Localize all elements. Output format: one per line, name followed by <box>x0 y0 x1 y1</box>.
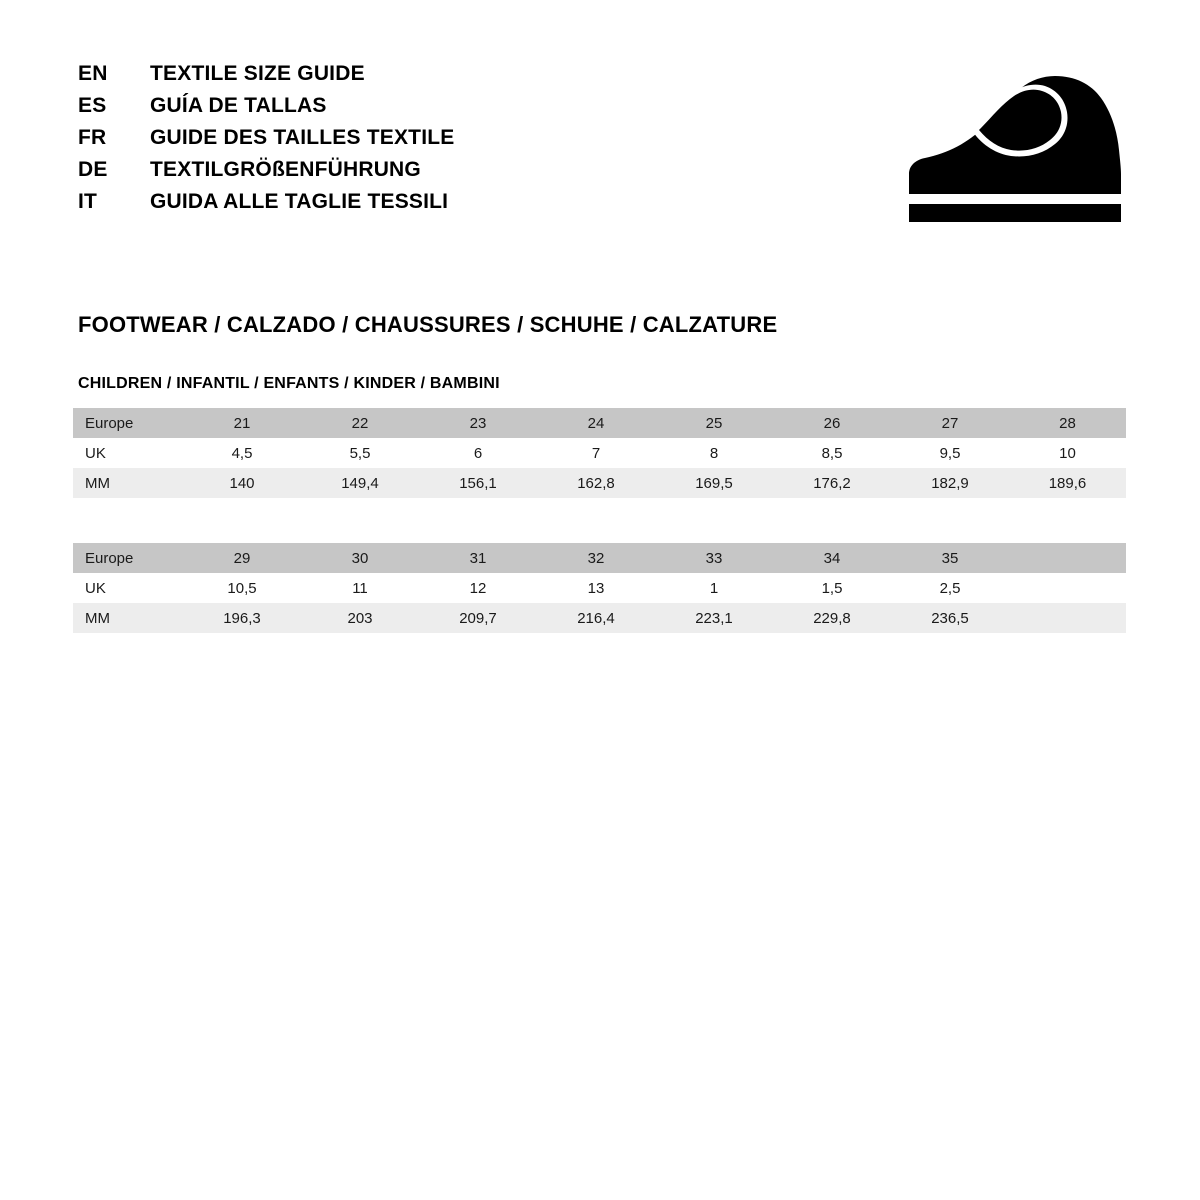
cell: 182,9 <box>891 468 1009 498</box>
cell: 34 <box>773 543 891 573</box>
cell: 25 <box>655 408 773 438</box>
table-row <box>73 603 1126 633</box>
cell: 8,5 <box>773 438 891 468</box>
row-label-europe: Europe <box>73 543 183 573</box>
cell: 10 <box>1009 438 1126 468</box>
cell: 203 <box>301 603 419 633</box>
cell-empty <box>1009 543 1126 573</box>
size-table-children-1 <box>73 408 1126 498</box>
row-label-uk: UK <box>73 573 183 603</box>
language-row-de <box>78 158 454 190</box>
cell: 236,5 <box>891 603 1009 633</box>
cell: 196,3 <box>183 603 301 633</box>
language-text-en: TEXTILE SIZE GUIDE <box>150 62 365 85</box>
cell: 27 <box>891 408 1009 438</box>
cell: 2,5 <box>891 573 1009 603</box>
cell: 169,5 <box>655 468 773 498</box>
language-text-fr: GUIDE DES TAILLES TEXTILE <box>150 126 455 149</box>
cell: 31 <box>419 543 537 573</box>
language-code-en: EN <box>78 62 108 85</box>
cell: 33 <box>655 543 773 573</box>
cell: 29 <box>183 543 301 573</box>
cell: 149,4 <box>301 468 419 498</box>
table-row <box>73 468 1126 498</box>
language-row-it <box>78 190 454 222</box>
cell: 189,6 <box>1009 468 1126 498</box>
cell: 6 <box>419 438 537 468</box>
language-row-fr <box>78 126 454 158</box>
cell: 1 <box>655 573 773 603</box>
cell: 22 <box>301 408 419 438</box>
row-label-uk: UK <box>73 438 183 468</box>
shoe-icon <box>903 74 1128 229</box>
cell: 5,5 <box>301 438 419 468</box>
cell: 209,7 <box>419 603 537 633</box>
cell: 1,5 <box>773 573 891 603</box>
language-text-it: GUIDA ALLE TAGLIE TESSILI <box>150 190 449 213</box>
row-label-mm: MM <box>73 603 183 633</box>
subsection-title-children: CHILDREN / INFANTIL / ENFANTS / KINDER / BAMBINI <box>78 375 500 392</box>
cell: 9,5 <box>891 438 1009 468</box>
cell: 28 <box>1009 408 1126 438</box>
cell: 223,1 <box>655 603 773 633</box>
language-row-en <box>78 62 454 94</box>
cell: 156,1 <box>419 468 537 498</box>
table-row <box>73 573 1126 603</box>
cell-empty <box>1009 573 1126 603</box>
cell: 140 <box>183 468 301 498</box>
cell: 162,8 <box>537 468 655 498</box>
cell: 13 <box>537 573 655 603</box>
cell: 10,5 <box>183 573 301 603</box>
cell: 26 <box>773 408 891 438</box>
cell: 8 <box>655 438 773 468</box>
language-code-it: IT <box>78 190 98 213</box>
cell: 7 <box>537 438 655 468</box>
row-label-europe: Europe <box>73 408 183 438</box>
size-table-children-2 <box>73 543 1126 633</box>
cell: 21 <box>183 408 301 438</box>
language-list <box>78 62 454 222</box>
section-title-footwear: FOOTWEAR / CALZADO / CHAUSSURES / SCHUHE / CALZATURE <box>78 312 778 337</box>
language-text-de: TEXTILGRÖßENFÜHRUNG <box>150 158 421 181</box>
table-row <box>73 438 1126 468</box>
cell: 12 <box>419 573 537 603</box>
language-row-es <box>78 94 454 126</box>
cell: 4,5 <box>183 438 301 468</box>
cell: 32 <box>537 543 655 573</box>
table-row <box>73 408 1126 438</box>
language-code-es: ES <box>78 94 107 117</box>
cell: 11 <box>301 573 419 603</box>
language-code-de: DE <box>78 158 108 181</box>
language-text-es: GUÍA DE TALLAS <box>150 94 327 117</box>
cell: 24 <box>537 408 655 438</box>
cell-empty <box>1009 603 1126 633</box>
cell: 216,4 <box>537 603 655 633</box>
row-label-mm: MM <box>73 468 183 498</box>
header <box>78 62 1128 229</box>
cell: 30 <box>301 543 419 573</box>
cell: 35 <box>891 543 1009 573</box>
language-code-fr: FR <box>78 126 107 149</box>
cell: 176,2 <box>773 468 891 498</box>
cell: 229,8 <box>773 603 891 633</box>
cell: 23 <box>419 408 537 438</box>
table-row <box>73 543 1126 573</box>
